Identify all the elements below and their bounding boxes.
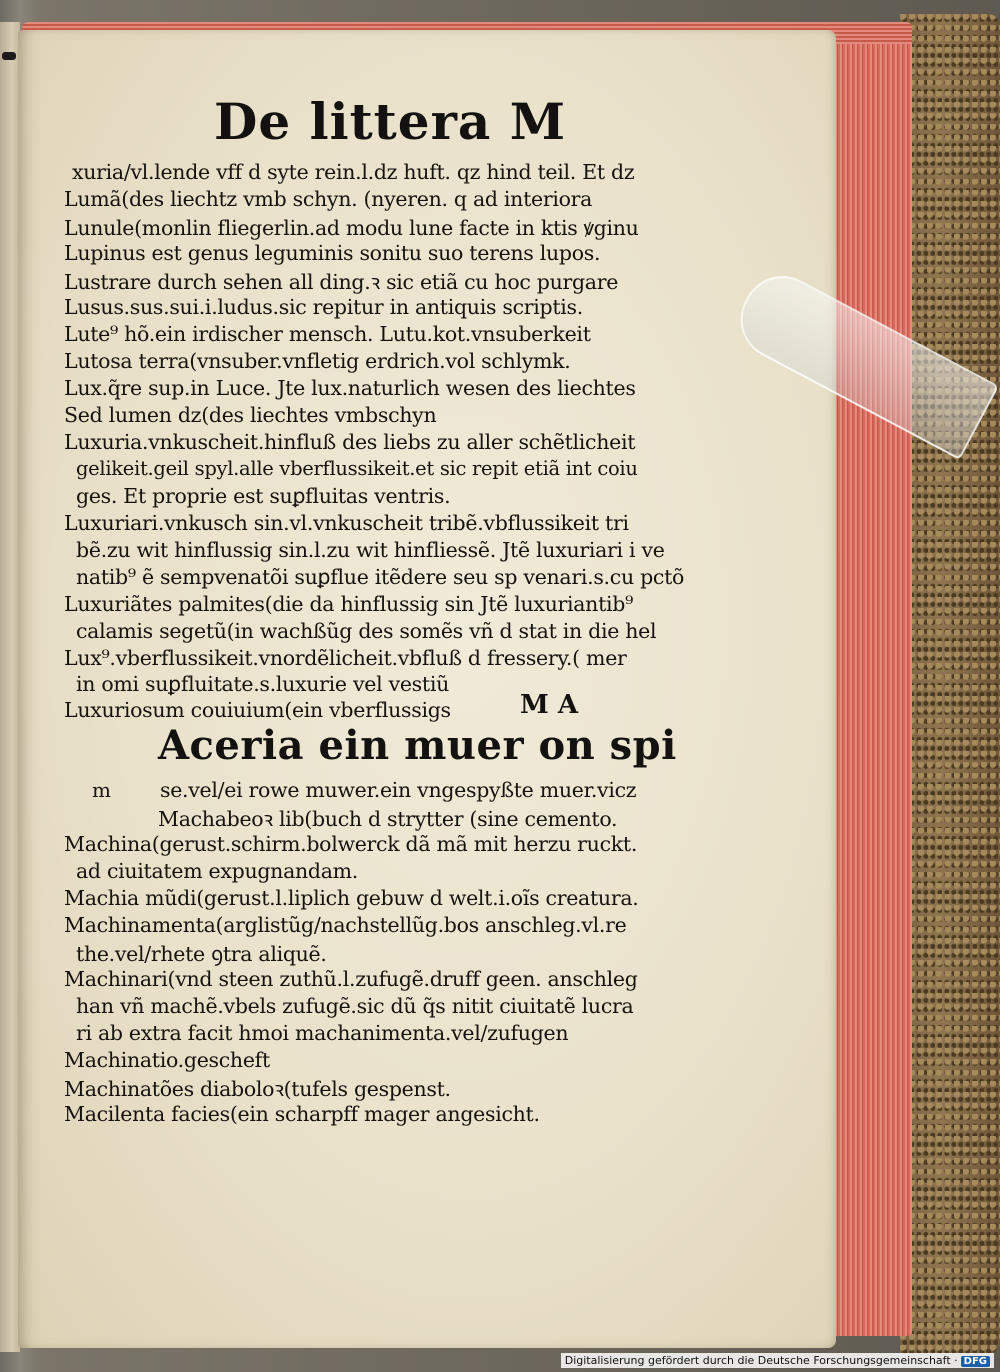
entry-line: Machinatio.gescheft bbox=[64, 1048, 270, 1072]
entry-line: Lumã(des liechtz vmb schyn. (nyeren. q ad interiora bbox=[64, 187, 593, 211]
entry-line: Luxuriãtes palmites(die da hinflussig sin Jtẽ luxuriantib⁹ bbox=[64, 592, 634, 616]
entry-line: ad ciuitatem expugnandam. bbox=[76, 859, 359, 883]
section-heading: Aceria ein muer on spi bbox=[158, 722, 677, 769]
entry-line: Lux⁹.vberflussikeit.vnordẽlicheit.vbfluß d fressery.( mer bbox=[64, 646, 627, 670]
page-edges-side bbox=[828, 44, 912, 1336]
entry-line: han vñ machẽ.vbels zufugẽ.sic dũ q̃s nitit ciuitatẽ lucra bbox=[76, 994, 634, 1018]
page-heading: De littera M bbox=[214, 92, 567, 151]
entry-line: xuria/vl.lende vff d syte rein.l.dz huft. qz hind teil. Et dz bbox=[72, 160, 635, 184]
entry-line: Machabeoꝛ lib(buch d strytter (sine cemento. bbox=[158, 807, 618, 831]
entry-line: gelikeit.geil spyl.alle vberflussikeit.et sic repit etiã int coiu bbox=[76, 457, 638, 480]
margin-letter: m bbox=[92, 778, 111, 802]
entry-line: natib⁹ ẽ sempvenatõi suꝑflue itẽdere seu sp venari.s.cu pctõ bbox=[76, 565, 685, 589]
dfg-logo: DFG bbox=[961, 1356, 990, 1367]
entry-line: bẽ.zu wit hinflussig sin.l.zu wit hinfliessẽ. Jtẽ luxuriari i ve bbox=[76, 538, 665, 562]
entry-line: Luxuria.vnkuscheit.hinfluß des liebs zu aller schẽtlicheit bbox=[64, 430, 636, 454]
entry-line: Lutosa terra(vnsuber.vnfletig erdrich.vol schlymk. bbox=[64, 349, 571, 373]
entry-line: Luxuriari.vnkusch sin.vl.vnkuscheit tribẽ.vbflussikeit tri bbox=[64, 511, 629, 535]
section-mark: M A bbox=[520, 690, 579, 720]
entry-line: Machina(gerust.schirm.bolwerck dã mã mit herzu ruckt. bbox=[64, 832, 638, 856]
entry-line: Machinari(vnd steen zuthũ.l.zufugẽ.druff geen. anschleg bbox=[64, 967, 638, 991]
entry-line: Lunule(monlin fliegerlin.ad modu lune facte in ktis ꝟginu bbox=[64, 216, 639, 240]
entry-line: Machinatões diaboloꝛ(tufels gespenst. bbox=[64, 1077, 451, 1101]
entry-line: in omi suꝑfluitate.s.luxurie vel vestiũ bbox=[76, 672, 449, 696]
entry-line: Luxuriosum couiuium(ein vberflussigs bbox=[64, 698, 451, 722]
leather-cover bbox=[900, 14, 1000, 1354]
entry-line: ri ab extra facit hmoi machanimenta.vel/zufugen bbox=[76, 1021, 569, 1045]
entry-line: Machia mũdi(gerust.l.liplich gebuw d welt.i.oĩs creatura. bbox=[64, 886, 639, 910]
entry-line: Lustrare durch sehen all ding.ꝛ sic etiã cu hoc purgare bbox=[64, 270, 619, 294]
entry-line: calamis segetũ(in wachßũg des somẽs vñ d stat in die hel bbox=[76, 619, 657, 643]
entry-line: Lux.q̃re sup.in Luce. Jte lux.naturlich wesen des liechtes bbox=[64, 376, 636, 400]
entry-line: the.vel/rhete ꝯtra aliquẽ. bbox=[76, 942, 327, 966]
entry-line: se.vel/ei rowe muwer.ein vngespyßte muer.vicz bbox=[160, 778, 637, 802]
entry-line: Lupinus est genus leguminis sonitu suo terens lupos. bbox=[64, 241, 601, 265]
entry-line: Lute⁹ hõ.ein irdischer mensch. Lutu.kot.vnsuberkeit bbox=[64, 322, 591, 346]
entry-line: Machinamenta(arglistũg/nachstellũg.bos anschleg.vl.re bbox=[64, 913, 627, 937]
binding-string bbox=[2, 52, 16, 60]
credit-text: Digitalisierung gefördert durch die Deutsche Forschungsgemeinschaft · bbox=[564, 1354, 958, 1367]
entry-line: Lusus.sus.sui.i.ludus.sic repitur in antiquis scriptis. bbox=[64, 295, 583, 319]
entry-line: Macilenta facies(ein scharpff mager angesicht. bbox=[64, 1102, 540, 1126]
digitization-credit bbox=[561, 1353, 994, 1368]
entry-line: Sed lumen dz(des liechtes vmbschyn bbox=[64, 403, 437, 427]
entry-line: ges. Et proprie est suꝑfluitas ventris. bbox=[76, 484, 451, 508]
